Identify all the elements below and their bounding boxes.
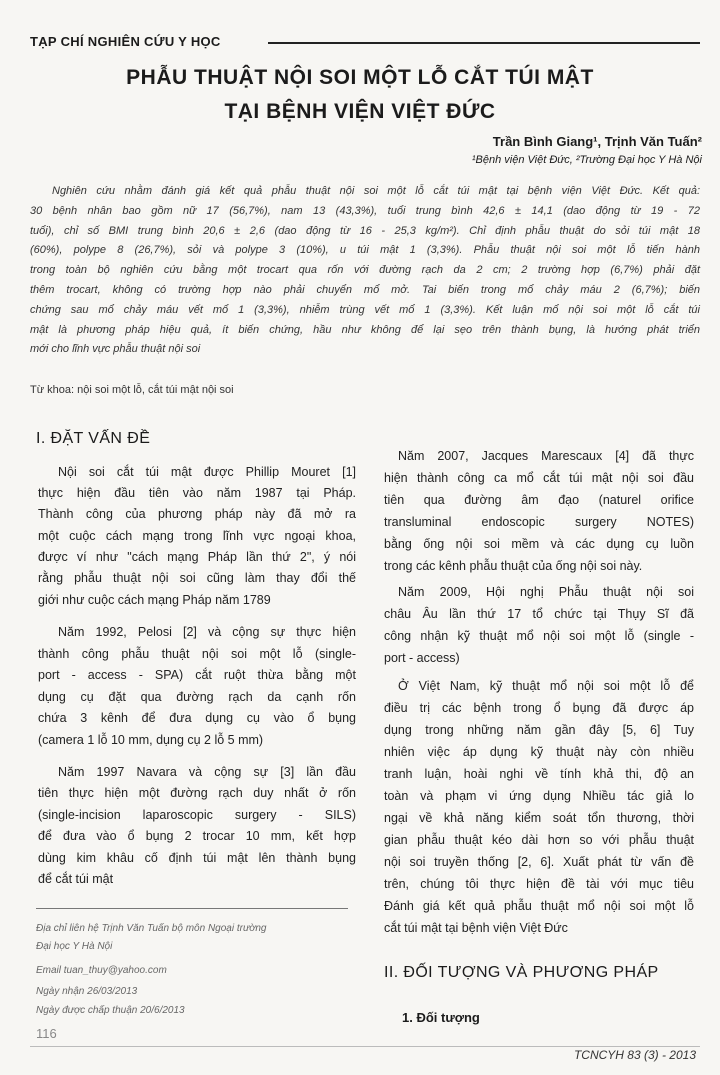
body-line: Năm 2009, Hội nghị Phẫu thuật nội soi — [398, 585, 694, 599]
body-line: được ví như "cách mạng Pháp lần thứ 2", ý nói — [38, 550, 356, 564]
body-line: trên, chúng tôi thực hiện đề tài với mục tiêu — [384, 877, 694, 891]
affiliations: ¹Bệnh viện Việt Đức, ²Trường Đại học Y Hà Nội — [471, 154, 702, 166]
body-line: transluminal endoscopic surgery NOTES) — [384, 515, 694, 529]
body-line: (camera 1 lỗ 10 mm, dụng cụ 2 lỗ 5 mm) — [38, 733, 264, 747]
body-line: châu Âu lần thứ 17 tổ chức tại Thụy Sĩ đã — [384, 607, 694, 621]
footnote-received: Ngày nhận 26/03/2013 — [36, 986, 138, 997]
body-line: bằng ống nội soi mềm và các dụng cụ luồn — [384, 537, 694, 551]
abstract-line: Nghiên cứu nhằm đánh giá kết quả phẫu thuật nội soi một lỗ cắt túi mật tại bệnh viện Việt Đức. Kết quả: — [52, 185, 700, 197]
section-heading-introduction: I. ĐẶT VẤN ĐỀ — [36, 430, 151, 447]
article-title-line1: PHẪU THUẬT NỘI SOI MỘT LỖ CẮT TÚI MẬT — [126, 66, 594, 89]
body-line: hiện thành công ca mổ cắt túi mật nội soi đầu — [384, 471, 694, 485]
body-line: Nội soi cắt túi mật được Phillip Mouret [1] — [58, 465, 356, 479]
abstract-line: mật là phương pháp hiệu quả, ít biến chứng, hầu như không để lại sẹo trên thành bụng, là hướng phát triển — [30, 323, 700, 336]
body-line: công nhận kỹ thuật mổ nội soi một lỗ (single - — [384, 629, 694, 643]
footnote-accepted: Ngày được chấp thuận 20/6/2013 — [36, 1005, 185, 1016]
body-line: để đưa vào ổ bụng 2 trocar 10 mm, kết hợp — [38, 829, 356, 843]
body-line: Đánh giá kết quả phẫu thuật mổ nội soi một lỗ — [384, 899, 694, 913]
authors: Trần Bình Giang¹, Trịnh Văn Tuấn² — [492, 134, 702, 149]
body-line: giới như cuộc cách mạng Pháp năm 1789 — [38, 593, 271, 607]
body-line: port - access - SPA) cắt ruột thừa bằng một — [38, 668, 356, 682]
article-title-line2: TẠI BỆNH VIỆN VIỆT ĐỨC — [224, 100, 496, 123]
body-line: rằng phẫu thuật nội soi cũng làm thay đổi thế — [38, 571, 356, 585]
footnote-institution: Đại học Y Hà Nội — [36, 941, 113, 952]
body-line: ngại về khả năng kiểm soát tổn thương, thời — [384, 811, 694, 825]
journal-name: TẠP CHÍ NGHIÊN CỨU Y HỌC — [30, 34, 221, 49]
body-line: nội soi truyền thống [2, 6]. Xuất phát từ vấn đề — [384, 855, 694, 869]
body-line: trong các kênh phẫu thuật của ống nội soi này. — [384, 559, 643, 573]
abstract-line: chứng sau mổ chảy máu vết mổ 1 (3,3%), nhiễm trùng vết mổ 1 (3,3%). Kết luận mổ nội soi một lỗ cắt túi — [30, 303, 700, 316]
body-line: Năm 2007, Jacques Marescaux [4] đã thực — [398, 449, 694, 463]
abstract-line: trong toàn bộ nghiên cứu bằng một trocart qua rốn với đường rạch da 2 cm; 2 trường hợp (6,7%) phải đặt — [30, 264, 700, 277]
body-line: dụng trong những năm gần đây [5, 6] Tuy — [384, 723, 694, 737]
body-line: một cuộc cách mạng trong lĩnh vực ngoại khoa, — [38, 529, 356, 543]
body-line: thành công phẫu thuật nội soi một lỗ (single- — [38, 647, 356, 661]
body-line: để cắt túi mật — [38, 872, 114, 886]
body-line: chứa 3 kênh để đưa dụng cụ vào ổ bụng — [38, 711, 356, 725]
body-line: thực hiện đầu tiên vào năm 1987 tại Pháp. — [38, 486, 356, 500]
footer-rule — [30, 1046, 700, 1047]
body-line: tranh luận, hoài nghi về tính khả thi, độ an — [384, 767, 694, 781]
body-line: tiên qua đường âm đạo (naturel orifice — [384, 493, 694, 507]
abstract-line: mới cho lĩnh vực phẫu thuật nội soi — [30, 343, 201, 356]
body-line: cắt túi mật tại bệnh viện Việt Đức — [384, 921, 568, 935]
subsection-heading-subjects: 1. Đối tượng — [402, 1010, 480, 1025]
body-line: dụng cụ đặt qua đường rạch da cạnh rốn — [38, 690, 356, 704]
journal-rule — [268, 42, 700, 44]
page-number: 116 — [36, 1026, 57, 1041]
body-line: tiên thực hiện một đường rạch duy nhất ở rốn — [38, 786, 356, 800]
body-line: Thành công của phương pháp này đã mở ra — [38, 507, 356, 521]
body-line: Năm 1992, Pelosi [2] và cộng sự thực hiện — [58, 625, 356, 639]
abstract-line: (60%), polype 8 (26,7%), sỏi và polype 3 (10%), u túi mật 1 (3,3%). Phẫu thuật nội soi một lỗ tiến hành — [30, 244, 700, 257]
footnote-email: Email tuan_thuy@yahoo.com — [36, 965, 167, 976]
body-line: toàn và phạm vi ứng dụng Nhiều tác giả lo — [384, 789, 694, 803]
abstract-line: 30 bệnh nhân bao gồm nữ 17 (56,7%), nam 13 (43,3%), tuổi trung bình 42,6 ± 14,1 (dao động từ 19 - 72 — [30, 204, 700, 217]
body-line: điều trị các bệnh trong ổ bụng đã được áp — [384, 701, 694, 715]
body-line: port - access) — [384, 651, 460, 665]
body-line: Ở Việt Nam, kỹ thuật mổ nội soi một lỗ để — [398, 679, 694, 693]
footer-journal: TCNCYH 83 (3) - 2013 — [573, 1048, 696, 1062]
abstract-line: tuổi), chỉ số BMI trung bình 20,6 ± 2,6 (dao động từ 16 - 25,3 kg/m²). Chỉ định phẫu thuật do sỏi túi mật 18 — [30, 224, 700, 237]
section-heading-methods: II. ĐỐI TƯỢNG VÀ PHƯƠNG PHÁP — [384, 964, 659, 981]
body-line: (single-incision laparoscopic surgery - SILS) — [38, 808, 356, 822]
footnote-contact: Địa chỉ liên hệ Trịnh Văn Tuấn bộ môn Ngoại trường — [36, 923, 267, 934]
body-line: nhiên việc áp dụng kỹ thuật này còn nhiều — [384, 745, 694, 759]
abstract — [30, 182, 700, 360]
body-line: gian phẫu thuật kéo dài hơn so với phẫu thuật — [384, 833, 694, 847]
keywords: Từ khoa: nội soi một lỗ, cắt túi mật nội soi — [30, 384, 234, 396]
body-line: dùng kim khâu cố định túi mật lên thành bụng — [38, 851, 356, 865]
footnote-rule — [36, 908, 348, 909]
body-line: Năm 1997 Navara và cộng sự [3] lần đầu — [58, 765, 356, 779]
abstract-line: thêm trocart, không có trường hợp nào phải chuyển mổ mở. Tai biến trong mổ chảy máu 2 (6,7%); biến — [30, 283, 700, 296]
